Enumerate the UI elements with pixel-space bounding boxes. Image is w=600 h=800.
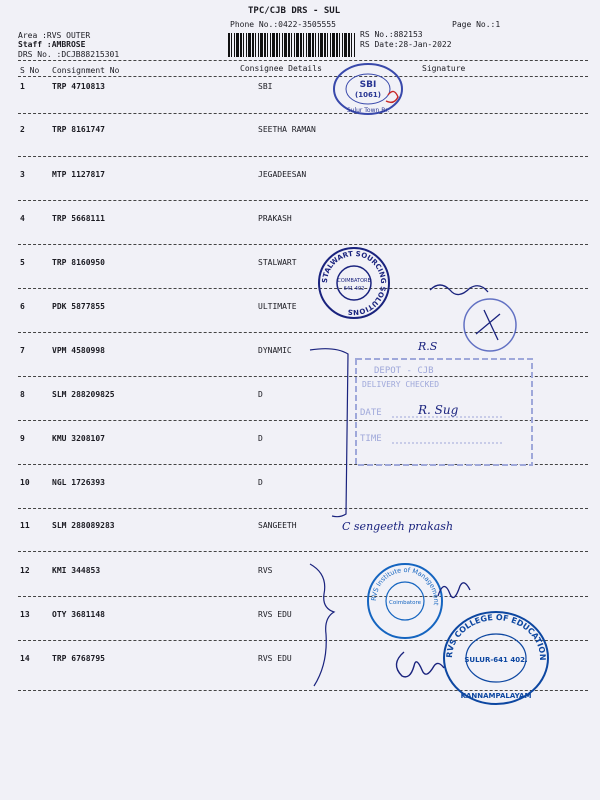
depot-stamp — [352, 355, 537, 470]
table-row — [0, 521, 600, 533]
table-row — [0, 566, 600, 578]
depot-stamp-status: DELIVERY CHECKED — [362, 380, 440, 389]
signature-scribble-2 — [434, 576, 474, 606]
row-consignment: NGL 1726393 — [52, 478, 105, 487]
rvs-management-ring: RVS Institute of Management — [369, 565, 441, 606]
row-consignee: RVS EDU — [258, 654, 292, 663]
row-divider — [18, 244, 588, 245]
row-consignee: JEGADEESAN — [258, 170, 307, 179]
row-consignment: TRP 8161747 — [52, 125, 105, 134]
rvs-management-city: Coimbatore — [389, 600, 421, 606]
row-consignment: TRP 8160950 — [52, 258, 105, 267]
page-number: Page No.:1 — [452, 20, 501, 29]
header-divider-top — [18, 60, 588, 61]
row-consignment: TRP 4710813 — [52, 82, 105, 91]
row-sno: 14 — [20, 654, 30, 663]
staff-label: Staff :AMBROSE — [18, 40, 86, 49]
row-sno: 2 — [20, 125, 25, 134]
row-sno: 13 — [20, 610, 30, 619]
depot-stamp-time-label: TIME — [360, 434, 382, 444]
row-sno: 9 — [20, 434, 25, 443]
col-consignee: Consignee Details — [240, 64, 322, 73]
rs-number: RS No.:882153 — [360, 30, 423, 39]
table-row — [0, 170, 600, 182]
handwritten-initials: R.S — [418, 340, 438, 353]
col-signature: Signature — [422, 64, 466, 73]
row-consignee: RVS EDU — [258, 610, 292, 619]
row-consignment: PDK 5877855 — [52, 302, 105, 311]
sbi-stamp-branch: Sulur Town Br. — [346, 107, 390, 114]
row-sno: 3 — [20, 170, 25, 179]
row-divider — [18, 551, 588, 552]
row-sno: 4 — [20, 214, 25, 223]
row-consignee: ULTIMATE — [258, 302, 297, 311]
rvs-education-ring: RVS COLLEGE OF EDUCATION — [444, 612, 548, 661]
bracket-mark — [300, 340, 360, 520]
row-consignee: SEETHA RAMAN — [258, 125, 316, 134]
depot-stamp-signature: R. Sug — [418, 403, 459, 417]
depot-stamp-date-label: DATE — [360, 408, 382, 418]
col-consignment: Consignment No — [52, 66, 120, 75]
row-sno: 1 — [20, 82, 25, 91]
row-sno: 6 — [20, 302, 25, 311]
row-sno: 8 — [20, 390, 25, 399]
sbi-stamp — [328, 60, 408, 118]
row-consignee: STALWART — [258, 258, 297, 267]
area-label: Area :RVS OUTER — [18, 31, 91, 40]
stalwart-stamp-ring: STALWART SOURCING SOLUTIONS — [320, 249, 388, 317]
sbi-stamp-code: (1061) — [355, 91, 381, 99]
row-divider — [18, 200, 588, 201]
rvs-education-city: SULUR-641 402. — [464, 656, 528, 664]
row-consignment: TRP 5668111 — [52, 214, 105, 223]
header-divider-bottom — [18, 76, 588, 77]
barcode — [228, 33, 356, 57]
table-row — [0, 214, 600, 226]
row-sno: 11 — [20, 521, 30, 530]
row-consignment: KMU 3208107 — [52, 434, 105, 443]
row-consignee: D — [258, 434, 263, 443]
depot-stamp-title: DEPOT - CJB — [374, 366, 434, 376]
rs-date: RS Date:28-Jan-2022 — [360, 40, 452, 49]
row-consignee: SBI — [258, 82, 273, 91]
table-row — [0, 82, 600, 94]
row-sno: 5 — [20, 258, 25, 267]
row-consignee: D — [258, 478, 263, 487]
table-row — [0, 125, 600, 137]
row-consignment: SLM 288209825 — [52, 390, 115, 399]
rvs-education-stamp — [438, 606, 554, 710]
svg-text:RVS COLLEGE OF EDUCATION — [445, 613, 547, 661]
row-consignment: OTY 3681148 — [52, 610, 105, 619]
row-consignment: TRP 6768795 — [52, 654, 105, 663]
row-consignee: RVS — [258, 566, 273, 575]
row-consignee: D — [258, 390, 263, 399]
row-consignment: MTP 1127817 — [52, 170, 105, 179]
row-sno: 10 — [20, 478, 30, 487]
signature-scribble-3 — [386, 644, 446, 684]
col-sno: S No — [20, 66, 40, 75]
rvs-education-locality: KANNAMPALAYAM — [460, 692, 532, 700]
row-consignee: DYNAMIC — [258, 346, 292, 355]
row-consignment: VPM 4580998 — [52, 346, 105, 355]
sbi-stamp-name: SBI — [359, 80, 377, 90]
row-consignment: SLM 288089283 — [52, 521, 115, 530]
handwritten-receiver-name: C sengeeth prakash — [342, 520, 454, 533]
table-row — [0, 258, 600, 270]
drs-number: DRS No. :DCJB88215301 — [18, 50, 120, 59]
stalwart-stamp-city: COIMBATORE — [337, 278, 371, 284]
stalwart-stamp-pin: 641 402 — [343, 286, 365, 292]
row-sno: 12 — [20, 566, 30, 575]
row-consignee: PRAKASH — [258, 214, 292, 223]
row-sno: 7 — [20, 346, 25, 355]
row-divider — [18, 156, 588, 157]
bracket-mark-lower — [306, 560, 346, 690]
row-divider — [18, 596, 588, 597]
document-title: TPC/CJB DRS - SUL — [248, 6, 341, 16]
row-consignee: SANGEETH — [258, 521, 297, 530]
row-divider — [18, 113, 588, 114]
phone-number: Phone No.:0422-3505555 — [230, 20, 336, 29]
stalwart-stamp — [316, 245, 392, 321]
row-consignment: KMI 344853 — [52, 566, 101, 575]
